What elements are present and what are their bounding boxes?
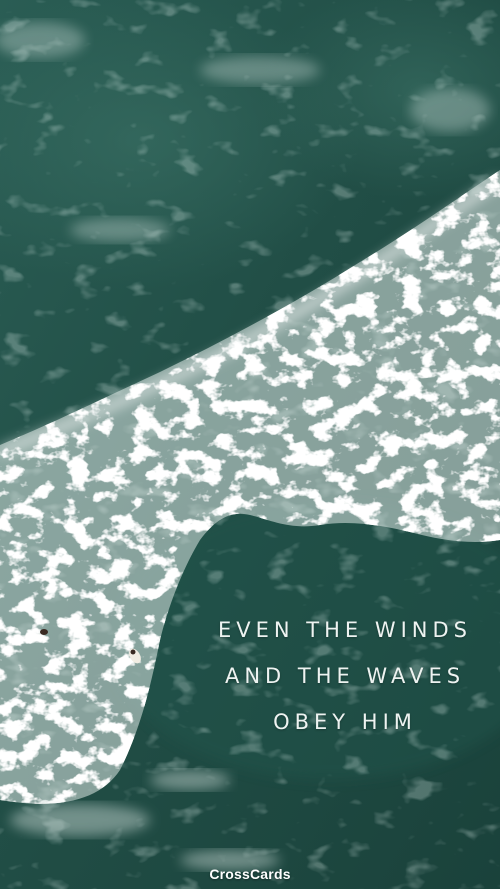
verse-line-3: OBEY HIM [273, 710, 417, 734]
verse-line-1: EVEN THE WINDS [217, 618, 473, 642]
brand-logo: CrossCards [209, 866, 291, 882]
verse-line-2: AND THE WAVES [224, 664, 466, 688]
verse-text [210, 607, 480, 745]
surfer-figure [40, 629, 48, 635]
